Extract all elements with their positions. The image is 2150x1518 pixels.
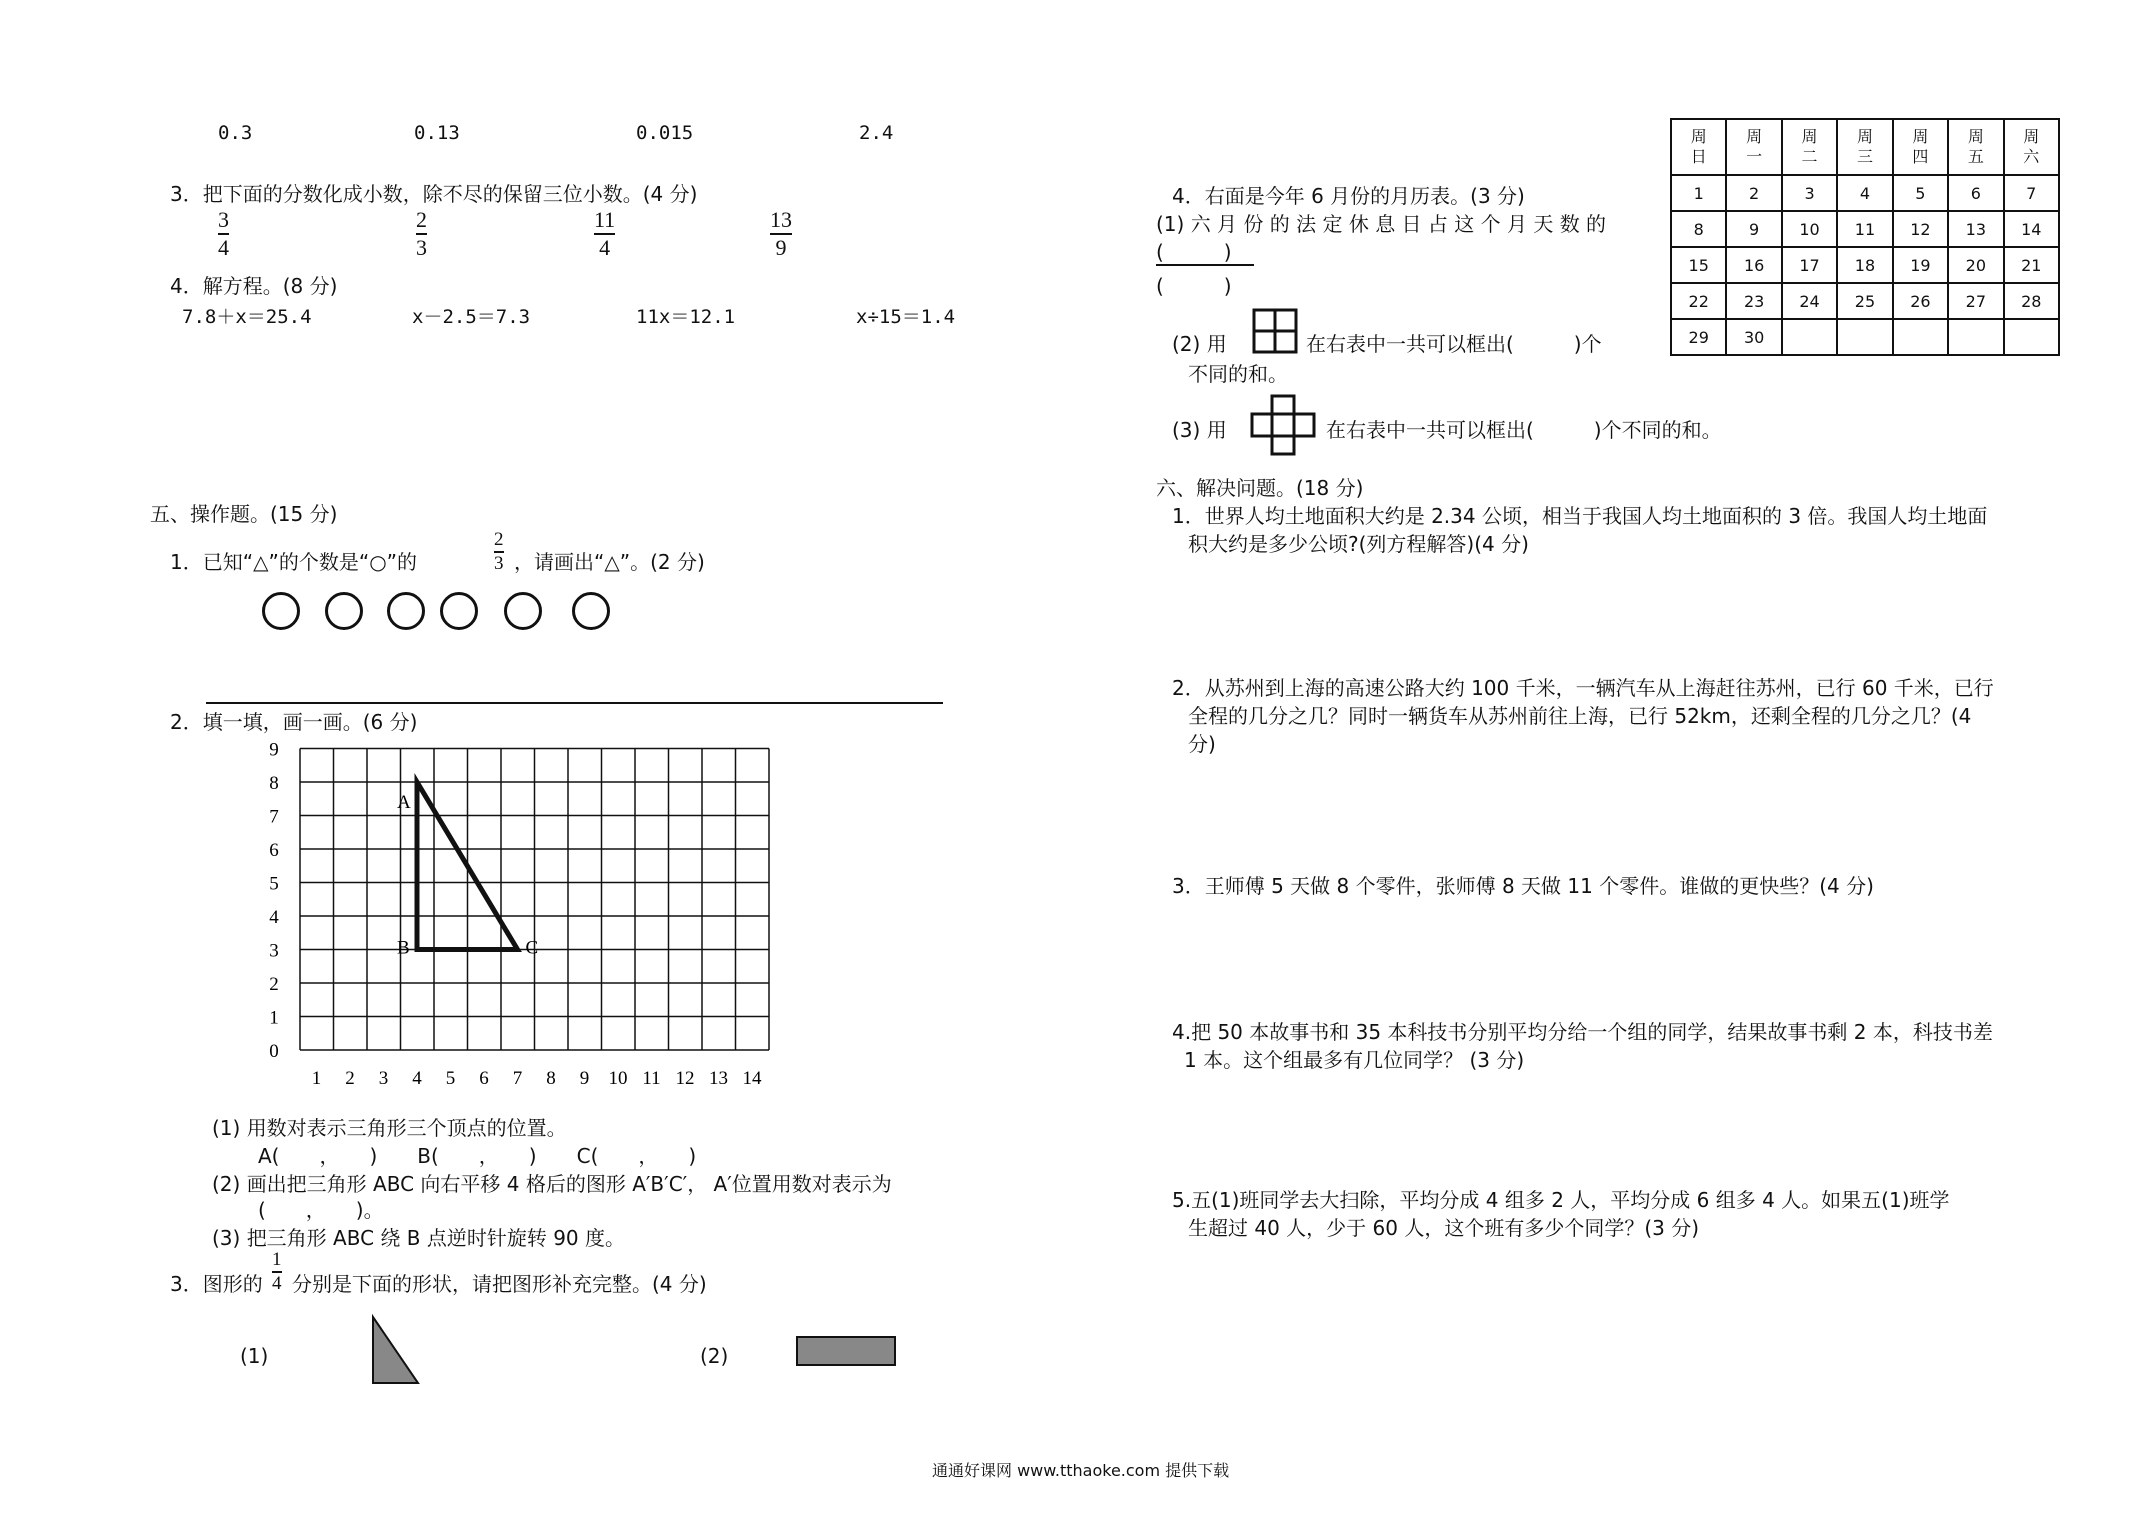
calendar-header-cell: 周 六: [2004, 119, 2059, 175]
vertex-label: B: [397, 937, 410, 959]
s5-q3-fraction: 1 4: [272, 1249, 282, 1294]
r-q4-label: 4．右面是今年 6 月份的月历表。(3 分): [1172, 184, 1525, 208]
s5-q1-text-a: 1．已知“△”的个数是“○”的: [170, 550, 418, 574]
calendar-day-cell: 27: [1948, 283, 2003, 319]
x-tick-label: 7: [512, 1068, 523, 1089]
x-tick-label: 10: [608, 1068, 628, 1089]
s5-q1-text-b: ，请画出“△”。(2 分): [514, 550, 705, 574]
calendar-day-cell: 29: [1671, 319, 1726, 355]
q3-label: 3．把下面的分数化成小数，除不尽的保留三位小数。(4 分): [170, 182, 698, 206]
calendar-day-cell: 17: [1782, 247, 1837, 283]
calendar-day-cell: 22: [1671, 283, 1726, 319]
square-frame-icon: [1252, 308, 1298, 354]
s5-sub3: (3) 把三角形 ABC 绕 B 点逆时针旋转 90 度。: [212, 1226, 626, 1250]
equation-4: x÷15＝1.4: [856, 306, 956, 328]
y-tick-label: 8: [269, 773, 279, 794]
calendar-day-cell: 12: [1893, 211, 1948, 247]
r-q4-sub3-post: 在右表中一共可以框出( )个不同的和。: [1326, 418, 1722, 442]
circle-shape: [262, 592, 300, 630]
equation-2: x－2.5＝7.3: [412, 306, 531, 328]
s5-q2-label: 2．填一填，画一画。(6 分): [170, 710, 418, 734]
equation-3: 11x＝12.1: [636, 306, 736, 328]
calendar-day-cell: 19: [1893, 247, 1948, 283]
y-tick-label: 5: [269, 873, 279, 895]
r-q4-sub1: (1) 六 月 份 的 法 定 休 息 日 占 这 个 月 天 数 的: [1156, 212, 1607, 236]
q3-fraction-2: 2 3: [416, 207, 427, 260]
section6-title: 六、解决问题。(18 分): [1156, 476, 1364, 500]
q3-fraction-3: 11 4: [594, 207, 616, 260]
calendar-day-cell: 16: [1726, 247, 1781, 283]
calendar-day-cell: 11: [1837, 211, 1892, 247]
calendar-day-cell: 10: [1782, 211, 1837, 247]
y-tick-label: 2: [269, 974, 279, 995]
s6-p5-line2: 生超过 40 人，少于 60 人，这个班有多少个同学？(3 分): [1188, 1216, 1700, 1240]
calendar-day-cell: 9: [1726, 211, 1781, 247]
calendar-day-cell: 20: [1948, 247, 2003, 283]
quarter-rectangle-shape: [796, 1336, 896, 1366]
x-tick-label: 12: [675, 1068, 695, 1089]
calendar-week-row: [1671, 319, 2059, 355]
vertex-label: A: [397, 792, 411, 813]
x-tick-label: 6: [479, 1068, 489, 1089]
calendar-week-row: [1671, 247, 2059, 283]
calendar-day-cell: 13: [1948, 211, 2003, 247]
answer-line: [206, 702, 943, 704]
s5-q3-text-b: 分别是下面的形状，请把图形补充完整。(4 分): [292, 1272, 707, 1296]
x-tick-label: 3: [378, 1068, 389, 1089]
calendar-day-cell: 2: [1726, 175, 1781, 211]
calendar-header-row: [1671, 119, 2059, 175]
calendar-week-row: [1671, 211, 2059, 247]
calendar-day-cell: 24: [1782, 283, 1837, 319]
calendar-header-cell: 周 二: [1782, 119, 1837, 175]
q3-fraction-1: 3 4: [218, 207, 229, 260]
calendar-day-cell: [2004, 319, 2059, 355]
calendar-day-cell: [1837, 319, 1892, 355]
r-q4-blank-bottom: ( ): [1156, 274, 1232, 298]
s6-p2-line3: 分): [1188, 732, 1216, 756]
footer-text: 通通好课网 www.tthaoke.com 提供下载: [932, 1461, 1230, 1480]
calendar-header-cell: 周 三: [1837, 119, 1892, 175]
s6-p1-line2: 积大约是多少公顷?(列方程解答)(4 分): [1188, 532, 1529, 556]
shape2-label: (2): [700, 1344, 729, 1368]
calendar-table: [1670, 118, 2060, 356]
x-tick-label: 2: [345, 1068, 355, 1089]
r-q4-sub2-pre: (2) 用: [1172, 332, 1227, 356]
top-number-3: 0.015: [636, 122, 694, 144]
s5-sub1: (1) 用数对表示三角形三个顶点的位置。: [212, 1116, 567, 1140]
calendar-day-cell: 8: [1671, 211, 1726, 247]
circle-shape: [572, 592, 610, 630]
s6-p4-line1: 4.把 50 本故事书和 35 本科技书分别平均分给一个组的同学，结果故事书剩 2 本，科技书差: [1172, 1020, 1993, 1044]
s6-p3: 3．王师傅 5 天做 8 个零件，张师傅 8 天做 11 个零件。谁做的更快些？(4 分): [1172, 874, 1874, 898]
x-tick-label: 11: [642, 1068, 661, 1089]
s5-sub2-line1: (2) 画出把三角形 ABC 向右平移 4 格后的图形 A′B′C′， A′位置用数对表示为: [212, 1172, 892, 1196]
calendar-day-cell: 14: [2004, 211, 2059, 247]
x-tick-label: 14: [742, 1068, 762, 1089]
cross-frame-icon: [1250, 394, 1316, 456]
calendar-day-cell: [1893, 319, 1948, 355]
y-tick-label: 9: [269, 739, 279, 761]
top-number-4: 2.4: [859, 122, 894, 144]
calendar-day-cell: 21: [2004, 247, 2059, 283]
r-q4-blank-top: ( ): [1156, 240, 1232, 264]
s6-p5-line1: 5.五(1)班同学去大扫除，平均分成 4 组多 2 人，平均分成 6 组多 4 人。如果五(1)班学: [1172, 1188, 1950, 1212]
x-tick-label: 8: [546, 1068, 556, 1089]
vertex-label: C: [525, 937, 539, 959]
y-tick-label: 1: [269, 1007, 279, 1029]
circle-shape: [387, 592, 425, 630]
r-q4-sub3-pre: (3) 用: [1172, 418, 1227, 442]
calendar-day-cell: 30: [1726, 319, 1781, 355]
x-tick-label: 4: [412, 1068, 422, 1089]
s6-p2-line2: 全程的几分之几？同时一辆货车从苏州前往上海，已行 52km，还剩全程的几分之几？(4: [1188, 704, 1972, 728]
coordinate-grid: [250, 724, 910, 1094]
q4-label: 4．解方程。(8 分): [170, 274, 338, 298]
s6-p2-line1: 2．从苏州到上海的高速公路大约 100 千米，一辆汽车从上海赶往苏州，已行 60 千米，已行: [1172, 676, 1994, 700]
calendar-week-row: [1671, 283, 2059, 319]
fraction-bar: [1156, 264, 1254, 266]
calendar-day-cell: 15: [1671, 247, 1726, 283]
y-tick-label: 7: [269, 806, 279, 828]
r-q4-sub2-post: 在右表中一共可以框出( )个: [1306, 332, 1602, 356]
top-number-2: 0.13: [414, 122, 460, 144]
calendar-day-cell: 18: [1837, 247, 1892, 283]
x-tick-label: 9: [579, 1068, 590, 1089]
calendar-header-cell: 周 一: [1726, 119, 1781, 175]
x-tick-label: 13: [709, 1068, 728, 1089]
calendar-header-cell: 周 四: [1893, 119, 1948, 175]
section5-title: 五、操作题。(15 分): [150, 502, 338, 526]
s5-q1-fraction: 2 3: [494, 529, 504, 574]
r-q4-sub2-line2: 不同的和。: [1188, 362, 1288, 386]
calendar-header-cell: 周 日: [1671, 119, 1726, 175]
s5-sub1-blanks: A( ， ) B( ， ) C( ， ): [258, 1144, 697, 1168]
calendar-day-cell: 5: [1893, 175, 1948, 211]
calendar-header-cell: 周 五: [1948, 119, 2003, 175]
s6-p1-line1: 1．世界人均土地面积大约是 2.34 公顷，相当于我国人均土地面积的 3 倍。我国人均土地面: [1172, 504, 1988, 528]
q3-fraction-4: 13 9: [770, 207, 792, 260]
equation-1: 7.8＋x＝25.4: [182, 306, 312, 328]
s5-sub2-line2: ( ， )。: [258, 1198, 384, 1222]
quarter-triangle-shape: [370, 1314, 422, 1386]
calendar-day-cell: [1782, 319, 1837, 355]
y-tick-label: 0: [269, 1041, 279, 1062]
shape1-label: (1): [240, 1344, 269, 1368]
y-tick-label: 3: [269, 940, 279, 962]
calendar-day-cell: 7: [2004, 175, 2059, 211]
s6-p4-line2: 1 本。这个组最多有几位同学？ (3 分): [1184, 1048, 1525, 1072]
y-tick-label: 6: [269, 840, 279, 861]
top-number-1: 0.3: [218, 122, 253, 144]
calendar-day-cell: [1948, 319, 2003, 355]
circle-shape: [440, 592, 478, 630]
calendar-week-row: [1671, 175, 2059, 211]
calendar-day-cell: 6: [1948, 175, 2003, 211]
x-tick-label: 5: [445, 1068, 456, 1089]
calendar-day-cell: 1: [1671, 175, 1726, 211]
circle-shape: [325, 592, 363, 630]
circle-shape: [504, 592, 542, 630]
s5-q3-text-a: 3．图形的: [170, 1272, 263, 1296]
calendar-day-cell: 4: [1837, 175, 1892, 211]
calendar-day-cell: 26: [1893, 283, 1948, 319]
y-tick-label: 4: [269, 907, 279, 928]
calendar-day-cell: 3: [1782, 175, 1837, 211]
calendar-day-cell: 23: [1726, 283, 1781, 319]
calendar-day-cell: 28: [2004, 283, 2059, 319]
calendar-day-cell: 25: [1837, 283, 1892, 319]
x-tick-label: 1: [311, 1068, 322, 1089]
